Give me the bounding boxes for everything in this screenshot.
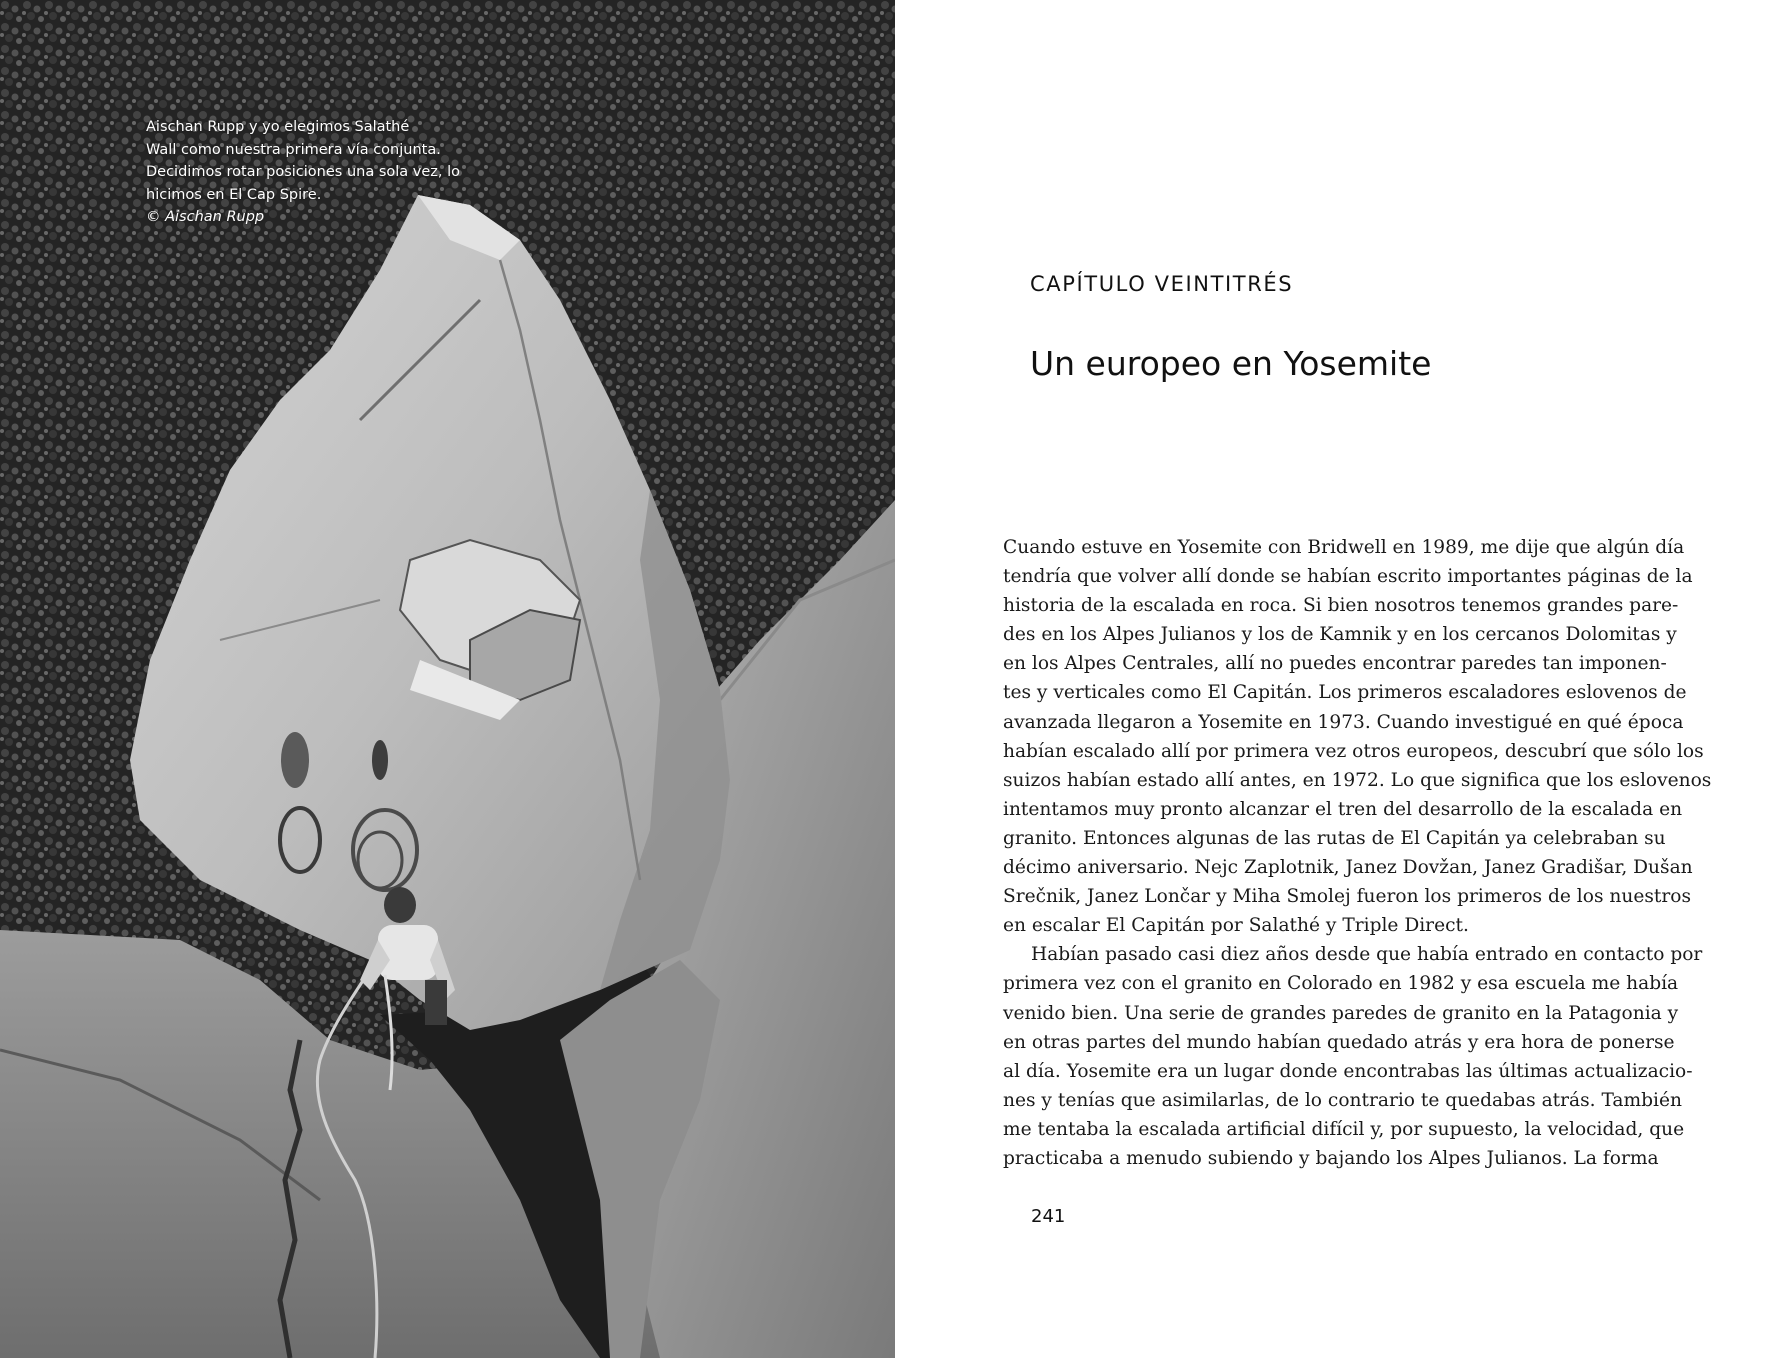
text-page [895,0,1772,1358]
photo-credit: © Aischan Rupp [146,209,265,225]
text-line: me tentaba la escalada artificial difícil y, por supuesto, la velocidad, que [1003,1118,1685,1140]
text-line: en los Alpes Centrales, allí no puedes encontrar paredes tan imponen- [1003,653,1667,675]
body-text [1003,533,1712,1173]
text-line: avanzada llegaron a Yosemite en 1973. Cuando investigué en qué época [1003,711,1684,733]
paragraph [1003,533,1712,940]
text-line: habían escalado allí por primera vez otros europeos, descubrí que sólo los [1003,740,1704,762]
text-line: tes y verticales como El Capitán. Los primeros escaladores eslovenos de [1003,682,1687,704]
text-line: granito. Entonces algunas de las rutas de El Capitán ya celebraban su [1003,827,1666,849]
text-line: practicaba a menudo subiendo y bajando los Alpes Julianos. La forma [1003,1147,1659,1169]
text-line: Cuando estuve en Yosemite con Bridwell en 1989, me dije que algún día [1003,537,1685,558]
text-line: venido bien. Una serie de grandes paredes de granito en la Patagonia y [1003,1002,1679,1024]
caption-line: hicimos en El Cap Spire. [146,186,322,203]
text-line: historia de la escalada en roca. Si bien nosotros tenemos grandes pare- [1003,595,1679,617]
paragraph [1003,940,1703,1173]
text-line: Srečnik, Janez Lončar y Miha Smolej fueron los primeros de los nuestros [1003,886,1691,908]
text-line: suizos habían estado allí antes, en 1972. Lo que significa que los eslovenos [1003,769,1712,791]
text-line: des en los Alpes Julianos y los de Kamnik y en los cercanos Dolomitas y [1003,624,1677,646]
caption-line: Decidimos rotar posiciones una sola vez, lo [146,164,460,180]
text-line: Habían pasado casi diez años desde que había entrado en contacto por [1031,944,1703,966]
caption-line: Wall como nuestra primera vía conjunta. [146,141,441,158]
text-line: en otras partes del mundo habían quedado atrás y era hora de ponerse [1003,1031,1675,1053]
text-line: intentamos muy pronto alcanzar el tren del desarrollo de la escalada en [1003,798,1683,820]
caption-line: Aischan Rupp y yo elegimos Salathé [146,119,410,135]
text-line: tendría que volver allí donde se habían escrito importantes páginas de la [1003,566,1693,588]
chapter-label: CAPÍTULO VEINTITRÉS [1030,272,1294,296]
photo-caption [146,116,466,229]
chapter-title: Un europeo en Yosemite [1030,344,1432,383]
text-line: en escalar El Capitán por Salathé y Triple Direct. [1003,915,1469,937]
text-line: nes y tenías que asimilarlas, de lo contrario te quedabas atrás. También [1003,1089,1682,1111]
text-line: primera vez con el granito en Colorado en 1982 y esa escuela me había [1003,973,1679,995]
text-line: al día. Yosemite era un lugar donde encontrabas las últimas actualizacio- [1003,1060,1693,1082]
text-line: décimo aniversario. Nejc Zaplotnik, Janez Dovžan, Janez Gradišar, Dušan [1003,857,1693,879]
page-number: 241 [1031,1206,1066,1227]
